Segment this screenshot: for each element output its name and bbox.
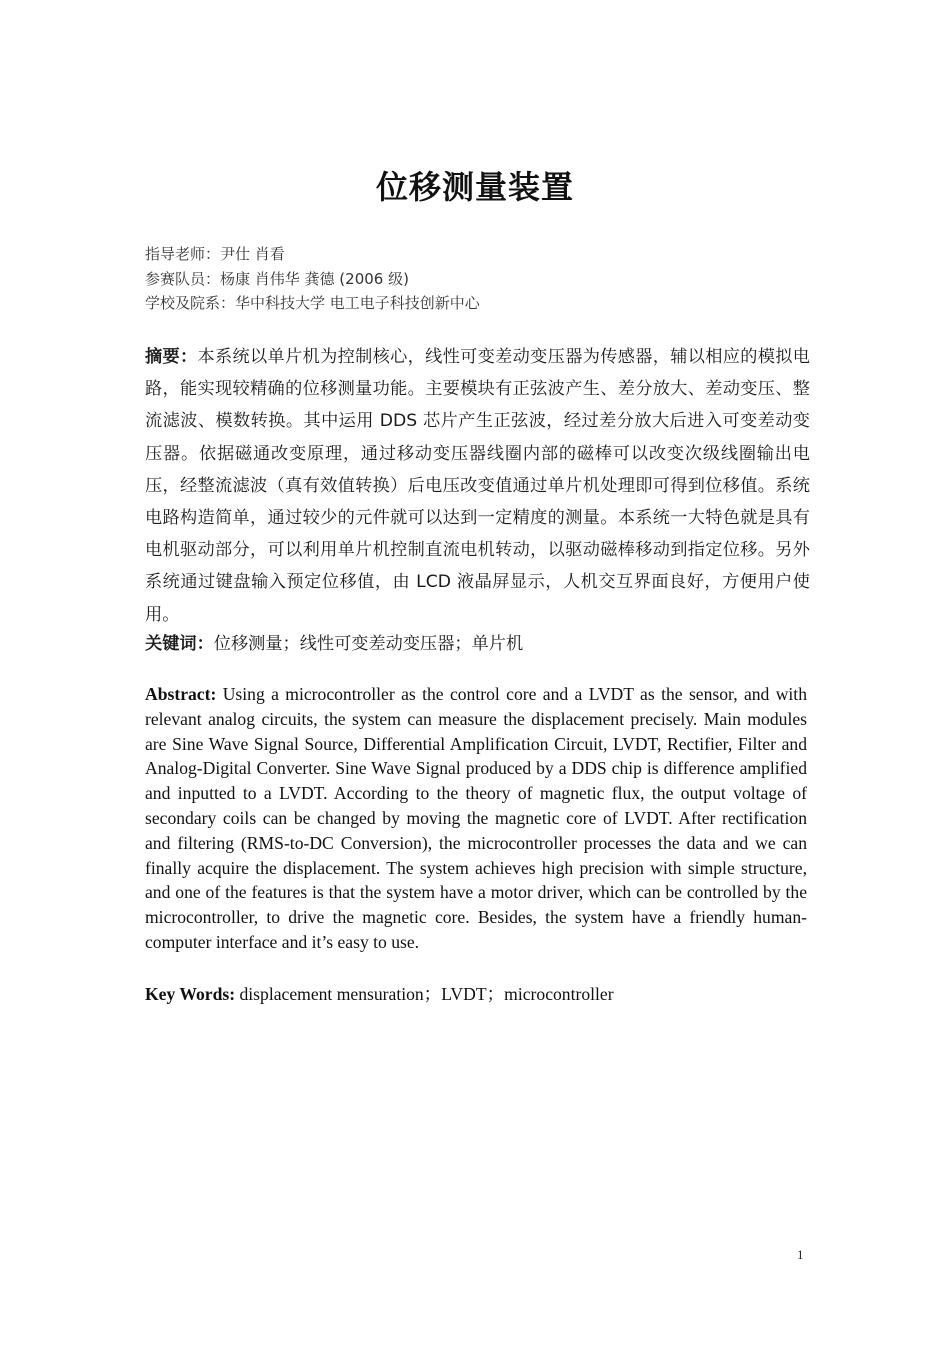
chinese-abstract-label: 摘要： [145, 347, 198, 367]
english-abstract-label: Abstract: [145, 684, 217, 704]
english-keywords [145, 981, 807, 1007]
chinese-keywords-text: 位移测量；线性可变差动变压器；单片机 [213, 634, 524, 654]
team-line: 参赛队员：杨康 肖伟华 龚德 (2006 级) [145, 269, 409, 288]
english-abstract [145, 682, 807, 955]
english-keywords-text: displacement mensuration；LVDT；microcontroller [235, 984, 614, 1004]
page-number: 1 [797, 1247, 804, 1262]
chinese-keywords-label: 关键词： [145, 634, 214, 654]
chinese-abstract [145, 341, 810, 631]
chinese-keywords [145, 628, 810, 660]
english-abstract-text: Using a microcontroller as the control core and a LVDT as the sensor, and with relevant analog circuits, the system can measure the displacement precisely. Main modules are Sine Wave Signal Source, Differential Amplification Circuit, LVDT, Rectifier, Filter and Analog-Digital Converter. Sine Wave Signal produced by a DDS chip is difference amplified and inputted to a LVDT. According to the theory of magnetic flux, the output voltage of secondary coils can be changed by moving the magnetic core of LVDT. After rectification and filtering (RMS-to-DC Conversion), the microcontroller processes the data and we can finally acquire the displacement. The system achieves high precision with simple structure, and one of the features is that the system have a motor driver, which can be controlled by the microcontroller, to drive the magnetic core. Besides, the system have a friendly human-computer interface and it’s easy to use. [145, 684, 807, 952]
english-keywords-label: Key Words: [145, 984, 236, 1004]
school-line: 学校及院系：华中科技大学 电工电子科技创新中心 [145, 294, 480, 312]
advisors-line: 指导老师：尹仕 肖看 [145, 245, 285, 263]
author-info [145, 242, 480, 316]
chinese-abstract-text: 本系统以单片机为控制核心，线性可变差动变压器为传感器，辅以相应的模拟电路，能实现较精确的位移测量功能。主要模块有正弦波产生、差分放大、差动变压、整流滤波、模数转换。其中运用 DDS 芯片产生正弦波，经过差分放大后进入可变差动变压器。依据磁通改变原理，通过移动变压器线圈内部的磁棒可以改变次级线圈输出电压，经整流滤波（真有效值转换）后电压改变值通过单片机处理即可得到位移值。系统电路构造简单，通过较少的元件就可以达到一定精度的测量。本系统一大特色就是具有电机驱动部分，可以利用单片机控制直流电机转动，以驱动磁棒移动到指定位移。另外系统通过键盘输入预定位移值，由 LCD 液晶屏显示，人机交互界面良好，方便用户使用。 [145, 347, 810, 625]
paper-title: 位移测量装置 [375, 168, 574, 206]
